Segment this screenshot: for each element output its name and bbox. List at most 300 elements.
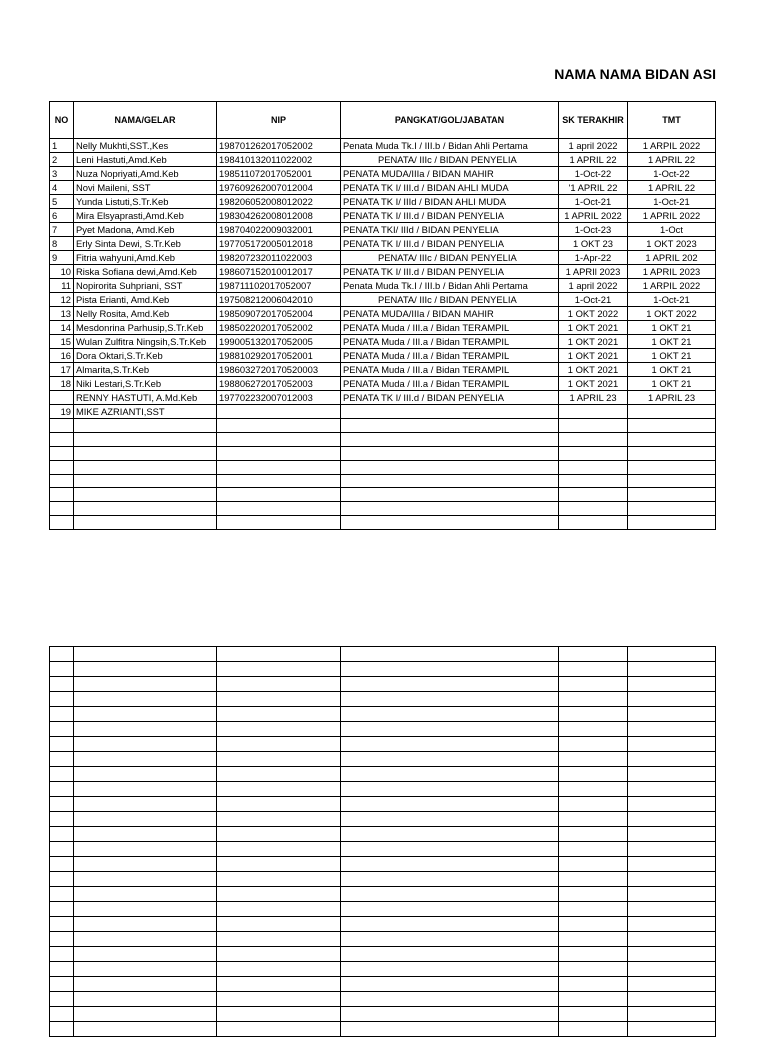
blank-row [50,857,716,872]
cell-nip [217,405,341,419]
blank-cell [341,947,559,962]
header-pangkat: PANGKAT/GOL/JABATAN [341,102,559,139]
blank-cell [341,722,559,737]
blank-cell [341,887,559,902]
blank-row [50,692,716,707]
cell-tmt [628,405,716,419]
blank-row [50,677,716,692]
cell-pangkat: PENATA TK I/ III.d / BIDAN PENYELIA [341,265,559,279]
table-row [50,460,716,474]
blank-cell [74,647,217,662]
blank-cell [559,962,628,977]
blank-cell [217,857,341,872]
blank-cell [217,767,341,782]
cell-nip [217,474,341,488]
blank-cell [50,662,74,677]
table-row [50,181,716,195]
cell-no [50,516,74,530]
cell-tmt: 1-Oct [628,223,716,237]
blank-cell [341,872,559,887]
blank-cell [50,992,74,1007]
blank-row [50,932,716,947]
blank-cell [50,1007,74,1022]
blank-cell [628,707,716,722]
blank-cell [50,722,74,737]
cell-nip [217,446,341,460]
cell-nama: Riska Sofiana dewi,Amd.Keb [74,265,217,279]
blank-cell [559,842,628,857]
cell-no [50,391,74,405]
cell-tmt: 1 OKT 21 [628,363,716,377]
table-row [50,432,716,446]
cell-tmt: 1 ARPIL 2022 [628,139,716,153]
cell-nip: 198810292017052001 [217,349,341,363]
cell-sk-terakhir: 1 april 2022 [559,139,628,153]
blank-cell [50,962,74,977]
cell-pangkat: PENATA TK I/ IIId / BIDAN AHLI MUDA [341,195,559,209]
blank-cell [628,932,716,947]
blank-cell [341,812,559,827]
cell-sk-terakhir: 1-Oct-22 [559,167,628,181]
cell-tmt: 1 APRIL 202 [628,251,716,265]
blank-cell [628,812,716,827]
blank-cell [74,992,217,1007]
cell-pangkat: PENATA Muda / III.a / Bidan TERAMPIL [341,321,559,335]
table-row [50,321,716,335]
blank-cell [74,722,217,737]
blank-cell [559,677,628,692]
cell-sk-terakhir [559,502,628,516]
cell-no: 15 [50,335,74,349]
cell-nama [74,460,217,474]
header-nip: NIP [217,102,341,139]
blank-cell [217,722,341,737]
cell-pangkat: PENATA Muda / III.a / Bidan TERAMPIL [341,335,559,349]
cell-tmt: 1 OKT 21 [628,321,716,335]
blank-row [50,707,716,722]
blank-row [50,662,716,677]
cell-no: 19 [50,405,74,419]
blank-cell [559,977,628,992]
blank-cell [341,797,559,812]
blank-cell [559,902,628,917]
cell-nama: Wulan Zulfitra Ningsih,S.Tr.Keb [74,335,217,349]
blank-cell [217,707,341,722]
cell-sk-terakhir [559,419,628,433]
cell-no: 10 [50,265,74,279]
cell-no: 2 [50,153,74,167]
blank-cell [74,872,217,887]
blank-cell [50,827,74,842]
cell-no: 18 [50,377,74,391]
cell-nama: Nuza Nopriyati,Amd.Keb [74,167,217,181]
blank-cell [559,932,628,947]
blank-row [50,842,716,857]
blank-cell [74,662,217,677]
cell-no: 16 [50,349,74,363]
header-no: NO [50,102,74,139]
blank-cell [341,932,559,947]
cell-tmt [628,432,716,446]
blank-cell [74,917,217,932]
cell-no: 14 [50,321,74,335]
blank-cell [628,662,716,677]
table-row [50,293,716,307]
cell-pangkat: PENATA TK I/ III.d / BIDAN AHLI MUDA [341,181,559,195]
cell-tmt: 1 ARPIL 2022 [628,279,716,293]
table-row [50,516,716,530]
blank-cell [74,932,217,947]
blank-cell [217,977,341,992]
blank-cell [559,782,628,797]
blank-cell [74,842,217,857]
table-row [50,139,716,153]
table-row [50,335,716,349]
blank-cell [341,752,559,767]
blank-cell [217,1007,341,1022]
blank-cell [217,917,341,932]
blank-cell [74,827,217,842]
cell-nip: 198806272017052003 [217,377,341,391]
blank-cell [50,692,74,707]
blank-cell [559,662,628,677]
blank-cell [50,842,74,857]
cell-nama: Mira Elsyaprasti,Amd.Keb [74,209,217,223]
cell-nama [74,488,217,502]
cell-nama: RENNY HASTUTI, A.Md.Keb [74,391,217,405]
cell-no: 12 [50,293,74,307]
cell-nama: Fitria wahyuni,Amd.Keb [74,251,217,265]
blank-cell [628,767,716,782]
cell-pangkat [341,432,559,446]
blank-cell [74,962,217,977]
cell-pangkat [341,460,559,474]
table-row [50,265,716,279]
table-row [50,153,716,167]
blank-cell [50,677,74,692]
blank-row [50,827,716,842]
blank-cell [74,977,217,992]
blank-cell [74,947,217,962]
cell-nip: 198701262017052002 [217,139,341,153]
cell-nip [217,432,341,446]
blank-cell [341,647,559,662]
blank-cell [628,692,716,707]
cell-pangkat: PENATA Muda / III.a / Bidan TERAMPIL [341,349,559,363]
blank-cell [628,827,716,842]
cell-sk-terakhir: 1-Oct-23 [559,223,628,237]
blank-row [50,752,716,767]
blank-row [50,872,716,887]
cell-nama: MIKE AZRIANTI,SST [74,405,217,419]
cell-pangkat [341,474,559,488]
table-row [50,307,716,321]
table-row [50,377,716,391]
blank-cell [559,692,628,707]
cell-tmt: 1 APRIL 22 [628,153,716,167]
cell-sk-terakhir [559,474,628,488]
blank-cell [74,692,217,707]
cell-pangkat: PENATA Muda / III.a / Bidan TERAMPIL [341,363,559,377]
cell-tmt [628,474,716,488]
blank-cell [50,977,74,992]
cell-nip: 198509072017052004 [217,307,341,321]
cell-nip: 197705172005012018 [217,237,341,251]
blank-cell [50,902,74,917]
cell-sk-terakhir [559,460,628,474]
blank-cell [74,782,217,797]
bidan-table [49,101,716,530]
blank-cell [74,677,217,692]
cell-sk-terakhir: 1-Oct-21 [559,195,628,209]
cell-pangkat [341,446,559,460]
blank-cell [628,887,716,902]
cell-pangkat: Penata Muda Tk.I / III.b / Bidan Ahli Pertama [341,279,559,293]
cell-pangkat [341,488,559,502]
cell-pangkat: PENATA/ IIIc / BIDAN PENYELIA [341,251,559,265]
blank-cell [74,857,217,872]
blank-row [50,797,716,812]
blank-cell [628,947,716,962]
cell-tmt [628,516,716,530]
blank-cell [217,992,341,1007]
cell-sk-terakhir [559,516,628,530]
cell-nip: 199005132017052005 [217,335,341,349]
blank-cell [628,782,716,797]
blank-cell [50,737,74,752]
cell-no [50,460,74,474]
table-row [50,223,716,237]
cell-no [50,446,74,460]
blank-cell [74,767,217,782]
table-row [50,279,716,293]
blank-cell [217,647,341,662]
cell-nama [74,419,217,433]
cell-pangkat: PENATA TK I/ III.d / BIDAN PENYELIA [341,209,559,223]
header-tmt: TMT [628,102,716,139]
blank-cell [50,872,74,887]
cell-no: 11 [50,279,74,293]
blank-cell [559,722,628,737]
blank-cell [559,737,628,752]
cell-pangkat: PENATA TK I/ III.d / BIDAN PENYELIA [341,237,559,251]
blank-cell [559,752,628,767]
blank-cell [341,782,559,797]
cell-nip [217,502,341,516]
blank-cell [559,1007,628,1022]
cell-nama: Erly Sinta Dewi, S.Tr.Keb [74,237,217,251]
cell-tmt: 1 OKT 21 [628,349,716,363]
header-nama: NAMA/GELAR [74,102,217,139]
table-row [50,474,716,488]
blank-cell [217,902,341,917]
cell-nip: 198304262008012008 [217,209,341,223]
cell-tmt [628,488,716,502]
cell-tmt: 1 OKT 2022 [628,307,716,321]
cell-pangkat: PENATA/ IIIc / BIDAN PENYELIA [341,293,559,307]
blank-cell [628,797,716,812]
blank-cell [341,707,559,722]
cell-tmt: 1 APRIL 23 [628,391,716,405]
cell-sk-terakhir: 1 APRIL 2022 [559,209,628,223]
blank-cell [628,872,716,887]
blank-cell [341,917,559,932]
cell-nip: 198206052008012022 [217,195,341,209]
table-row [50,405,716,419]
blank-row [50,902,716,917]
blank-cell [50,917,74,932]
blank-cell [628,1007,716,1022]
blank-row [50,947,716,962]
cell-sk-terakhir: 1 OKT 23 [559,237,628,251]
cell-tmt [628,460,716,474]
cell-nip: 198207232011022003 [217,251,341,265]
blank-cell [341,767,559,782]
table-row [50,419,716,433]
blank-row [50,962,716,977]
cell-sk-terakhir: 1 APRIl 2023 [559,265,628,279]
blank-cell [50,752,74,767]
blank-row [50,977,716,992]
blank-cell [628,917,716,932]
blank-cell [559,767,628,782]
cell-pangkat [341,516,559,530]
cell-sk-terakhir: 1 OKT 2021 [559,349,628,363]
blank-cell [628,902,716,917]
blank-cell [217,887,341,902]
blank-cell [217,812,341,827]
table-row [50,195,716,209]
table-row [50,349,716,363]
cell-sk-terakhir: 1 APRIL 22 [559,153,628,167]
blank-cell [50,767,74,782]
cell-sk-terakhir: 1-Oct-21 [559,293,628,307]
table-row [50,488,716,502]
blank-cell [341,902,559,917]
cell-no: 17 [50,363,74,377]
cell-sk-terakhir: 1 OKT 2021 [559,377,628,391]
cell-pangkat: Penata Muda Tk.I / III.b / Bidan Ahli Pertama [341,139,559,153]
blank-cell [628,977,716,992]
blank-cell [74,737,217,752]
cell-sk-terakhir [559,432,628,446]
cell-no [50,474,74,488]
blank-cell [341,977,559,992]
cell-nip: 198410132011022002 [217,153,341,167]
cell-no: 5 [50,195,74,209]
cell-sk-terakhir: '1 APRIL 22 [559,181,628,195]
blank-cell [217,962,341,977]
blank-cell [628,647,716,662]
table-row [50,167,716,181]
blank-cell [341,857,559,872]
blank-cell [628,842,716,857]
table-row [50,391,716,405]
cell-nama: Mesdonrina Parhusip,S.Tr.Keb [74,321,217,335]
blank-cell [50,887,74,902]
blank-row [50,992,716,1007]
cell-tmt: 1-Oct-22 [628,167,716,181]
table-row [50,251,716,265]
blank-row [50,1007,716,1022]
cell-nip: 198502202017052002 [217,321,341,335]
blank-cell [341,1007,559,1022]
blank-cell [341,662,559,677]
table-row [50,237,716,251]
blank-cell [341,842,559,857]
blank-row [50,722,716,737]
blank-cell [559,827,628,842]
cell-pangkat [341,502,559,516]
blank-cell [217,947,341,962]
cell-no: 8 [50,237,74,251]
blank-cell [217,692,341,707]
blank-cell [341,827,559,842]
cell-nip [217,516,341,530]
blank-row [50,917,716,932]
cell-pangkat [341,405,559,419]
blank-cell [559,887,628,902]
cell-sk-terakhir: 1-Apr-22 [559,251,628,265]
table-row [50,209,716,223]
cell-nip [217,460,341,474]
cell-no: 4 [50,181,74,195]
blank-cell [559,647,628,662]
cell-nip: 197702232007012003 [217,391,341,405]
blank-cell [341,737,559,752]
cell-tmt: 1 OKT 21 [628,335,716,349]
cell-tmt: 1-Oct-21 [628,195,716,209]
cell-no [50,488,74,502]
cell-no: 7 [50,223,74,237]
cell-nip: 1986032720170520003 [217,363,341,377]
cell-nama: Pista Erianti, Amd.Keb [74,293,217,307]
blank-cell [50,707,74,722]
table-row [50,446,716,460]
cell-nama [74,432,217,446]
blank-cell [341,677,559,692]
cell-no: 3 [50,167,74,181]
cell-nama: Yunda Listuti,S.Tr.Keb [74,195,217,209]
blank-cell [217,752,341,767]
cell-pangkat: PENATA TK I/ III.d / BIDAN PENYELIA [341,391,559,405]
blank-cell [50,782,74,797]
blank-cell [628,677,716,692]
blank-cell [50,932,74,947]
blank-cell [50,812,74,827]
blank-cell [217,737,341,752]
cell-nama: Dora Oktari,S.Tr.Keb [74,349,217,363]
blank-cell [559,992,628,1007]
blank-cell [50,647,74,662]
blank-cell [341,692,559,707]
cell-nip: 198511072017052001 [217,167,341,181]
blank-cell [217,662,341,677]
cell-nama: Leni Hastuti,Amd.Keb [74,153,217,167]
cell-sk-terakhir: 1 APRIL 23 [559,391,628,405]
cell-nip: 197609262007012004 [217,181,341,195]
blank-cell [217,827,341,842]
cell-no [50,432,74,446]
cell-sk-terakhir: 1 OKT 2021 [559,335,628,349]
blank-cell [628,737,716,752]
cell-tmt [628,502,716,516]
blank-cell [628,992,716,1007]
blank-row [50,887,716,902]
blank-cell [628,857,716,872]
cell-nama [74,516,217,530]
cell-sk-terakhir: 1 OKT 2022 [559,307,628,321]
